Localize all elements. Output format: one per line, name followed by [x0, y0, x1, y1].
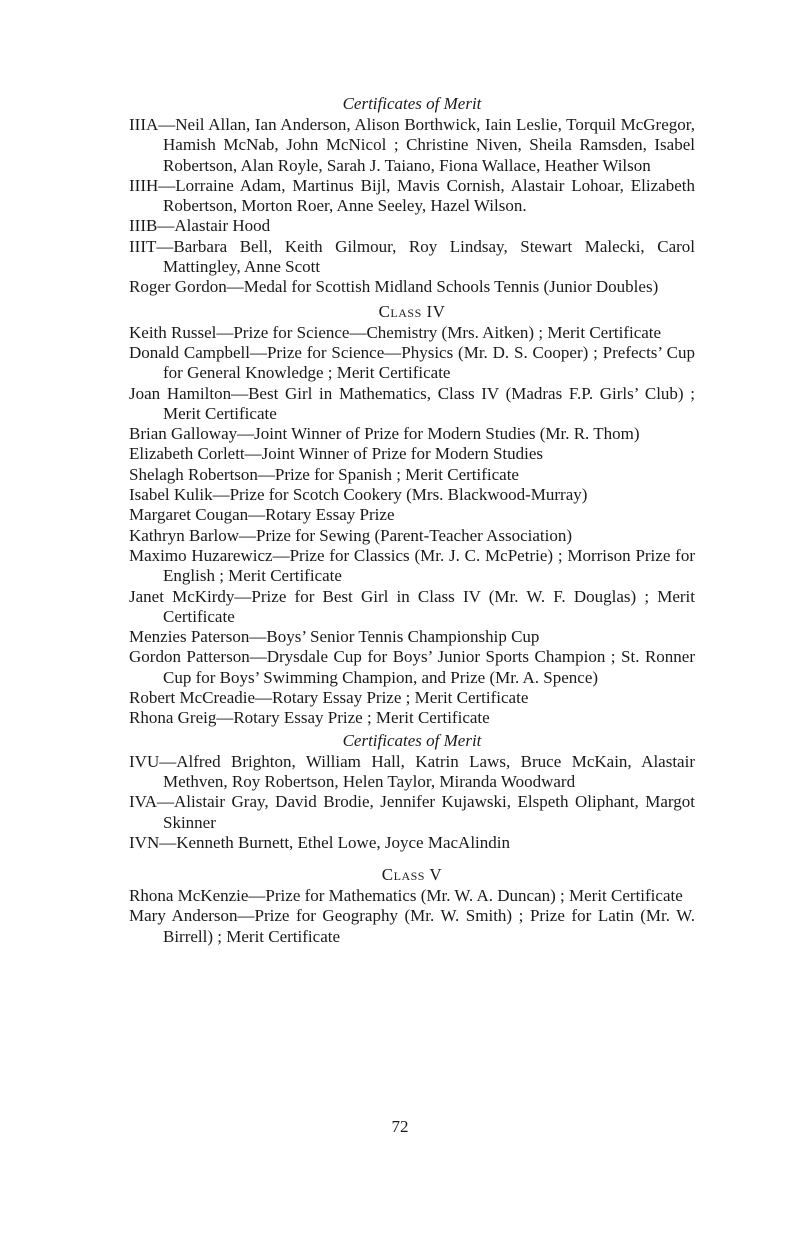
- merit-entry: IIIT—Barbara Bell, Keith Gilmour, Roy Lindsay, Stewart Malecki, Carol Mattingley, Anne Scott: [129, 236, 695, 277]
- merit-heading-2: Certificates of Merit: [342, 730, 482, 750]
- merit-heading-1: Certificates of Merit: [342, 94, 482, 113]
- prize-entry: Keith Russel—Prize for Science—Chemistry (Mrs. Aitken) ; Merit Certificate: [129, 322, 662, 342]
- prize-entry: Shelagh Robertson—Prize for Spanish ; Merit Certificate: [129, 464, 519, 484]
- merit-entry: IVN—Kenneth Burnett, Ethel Lowe, Joyce MacAlindin: [129, 832, 510, 852]
- prize-entry: Margaret Cougan—Rotary Essay Prize: [129, 505, 395, 525]
- merit-entry: Roger Gordon—Medal for Scottish Midland Schools Tennis (Junior Doubles): [129, 277, 659, 297]
- merit-entry: IVU—Alfred Brighton, William Hall, Katrin Laws, Bruce McKain, Alastair Methven, Roy Robertson, Helen Taylor, Miranda Woodward: [129, 751, 695, 791]
- class-v-heading: Class V: [381, 865, 443, 885]
- prize-entry: Rhona McKenzie—Prize for Mathematics (Mr. W. A. Duncan) ; Merit Certificate: [129, 886, 683, 906]
- merit-entry: IIIB—Alastair Hood: [129, 216, 271, 236]
- prize-entry: Gordon Patterson—Drysdale Cup for Boys’ Junior Sports Champion ; St. Ronner Cup for Boys’ Swimming Champion, and Prize (Mr. A. Spence): [129, 647, 695, 687]
- prize-entry: Rhona Greig—Rotary Essay Prize ; Merit Certificate: [129, 708, 490, 728]
- page-number: 72: [391, 1117, 409, 1136]
- merit-entry: IIIH—Lorraine Adam, Martinus Bijl, Mavis Cornish, Alastair Lohoar, Elizabeth Robertson, Morton Roer, Anne Seeley, Hazel Wilson.: [129, 175, 695, 216]
- document-page: [129, 92, 695, 947]
- prize-entry: Mary Anderson—Prize for Geography (Mr. W. Smith) ; Prize for Latin (Mr. W. Birrell) ; Merit Certificate: [129, 906, 695, 946]
- prize-entry: Joan Hamilton—Best Girl in Mathematics, Class IV (Madras F.P. Girls’ Club) ; Merit Certificate: [129, 383, 695, 423]
- prize-entry: Isabel Kulik—Prize for Scotch Cookery (Mrs. Blackwood-Murray): [129, 485, 588, 505]
- merit-entry: IIIA—Neil Allan, Ian Anderson, Alison Borthwick, Iain Leslie, Torquil McGregor, Hamish McNab, John McNicol ; Christine Niven, Sheila Ramsden, Isabel Robertson, Alan Royle, Sarah J. Taiano, Fiona Wallace, Heather Wilson: [129, 115, 695, 175]
- prize-entry: Donald Campbell—Prize for Science—Physics (Mr. D. S. Cooper) ; Prefects’ Cup for General Knowledge ; Merit Certificate: [129, 342, 695, 383]
- prize-entry: Menzies Paterson—Boys’ Senior Tennis Championship Cup: [129, 627, 540, 647]
- prize-entry: Robert McCreadie—Rotary Essay Prize ; Merit Certificate: [129, 688, 529, 708]
- merit-entry: IVA—Alistair Gray, David Brodie, Jennifer Kujawski, Elspeth Oliphant, Margot Skinner: [129, 792, 695, 832]
- class-iv-heading: Class IV: [378, 301, 446, 321]
- prize-entry: Janet McKirdy—Prize for Best Girl in Class IV (Mr. W. F. Douglas) ; Merit Certificate: [129, 586, 695, 626]
- prize-entry: Brian Galloway—Joint Winner of Prize for Modern Studies (Mr. R. Thom): [129, 424, 640, 444]
- prize-entry: Elizabeth Corlett—Joint Winner of Prize for Modern Studies: [129, 444, 544, 464]
- prize-entry: Kathryn Barlow—Prize for Sewing (Parent-Teacher Association): [129, 525, 573, 545]
- prize-entry: Maximo Huzarewicz—Prize for Classics (Mr. J. C. McPetrie) ; Morrison Prize for English ; Merit Certificate: [129, 545, 695, 586]
